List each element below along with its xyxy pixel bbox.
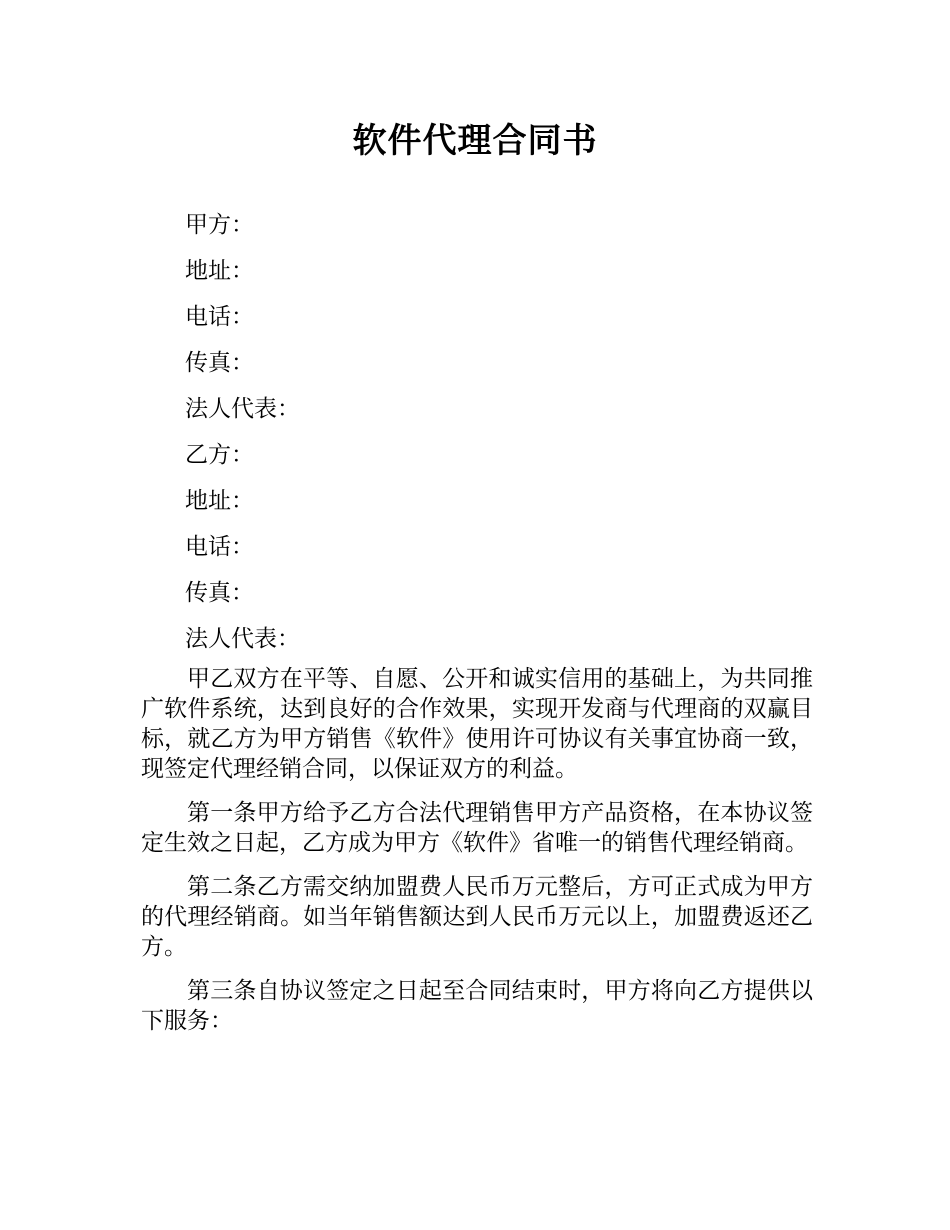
party-a-label: 甲方：: [185, 212, 254, 238]
party-a-phone-label: 电话：: [185, 304, 254, 330]
document-title: 软件代理合同书: [352, 121, 598, 161]
article-1-paragraph: 第一条甲方给予乙方合法代理销售甲方产品资格，在本协议签定生效之日起，乙方成为甲方《软件》省唯一的销售代理经销商。: [141, 800, 813, 856]
party-b-label: 乙方：: [185, 442, 254, 468]
party-a-fax-label: 传真：: [185, 350, 254, 376]
party-b-legal-rep-label: 法人代表：: [185, 626, 300, 652]
party-a-address-label: 地址：: [185, 258, 254, 284]
party-a-legal-rep-label: 法人代表：: [185, 396, 300, 422]
party-b-fax-label: 传真：: [185, 580, 254, 606]
party-b-address-label: 地址：: [185, 488, 254, 514]
article-3-paragraph: 第三条自协议签定之日起至合同结束时，甲方将向乙方提供以下服务：: [141, 978, 813, 1034]
article-2-paragraph: 第二条乙方需交纳加盟费人民币万元整后，方可正式成为甲方的代理经销商。如当年销售额达到人民币万元以上，加盟费返还乙方。: [141, 874, 813, 960]
contract-body: [141, 664, 813, 1050]
preamble-paragraph: 甲乙双方在平等、自愿、公开和诚实信用的基础上，为共同推广软件系统，达到良好的合作效果，实现开发商与代理商的双赢目标，就乙方为甲方销售《软件》使用许可协议有关事宜协商一致，现签定代理经销合同，以保证双方的利益。: [141, 666, 813, 782]
party-info-fields: [185, 202, 785, 662]
party-b-phone-label: 电话：: [185, 534, 254, 560]
